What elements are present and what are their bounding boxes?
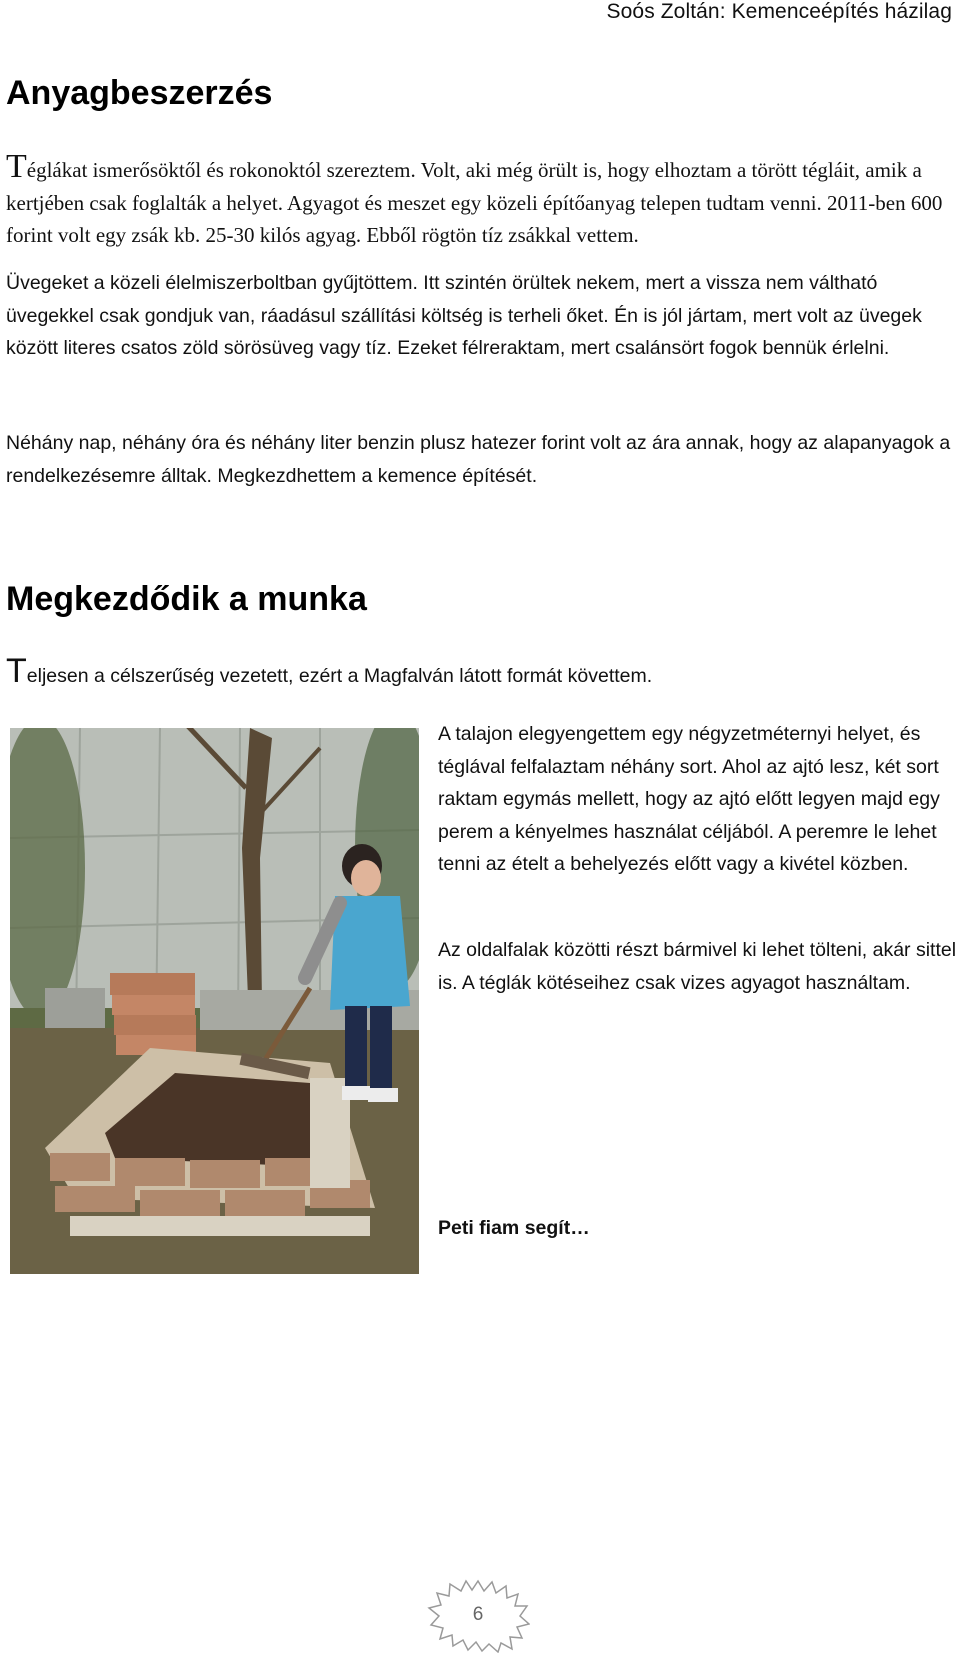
section-heading-munka: Megkezdődik a munka <box>6 580 367 618</box>
side-paragraph-fill: Az oldalfalak közötti részt bármivel ki lehet tölteni, akár sittel is. A téglák kötéseihez csak vizes agyagot használtam. <box>438 939 957 994</box>
paragraph-text: églákat ismerősöktől és rokonoktól szereztem. Volt, aki még örült is, hogy elhoztam a törött tégláit, amik a kertjében csak foglalták a helyet. Agyagot és meszet egy közeli építőanyag telepen tudtam venni. 2011-ben 600 forint volt egy zsák kb. 25-30 kilós agyag. Ebből rögtön tíz zsákkal vettem. <box>6 158 943 247</box>
page-number: 6 <box>472 1604 484 1625</box>
paragraph-bottles: Üvegeket a közeli élelmiszerboltban gyűjtöttem. Itt szintén örültek nekem, mert a vissza nem váltható üvegekkel csak gondjuk van, ráadásul szállítási költség is terheli őket. Én is jól jártam, mert volt az üvegek között literes csatos zöld sörösüveg vagy tíz. Ezeket félreraktam, mert csalánsört fogok bennük érlelni. <box>6 272 922 359</box>
side-paragraph-foundation: A talajon elegyengettem egy négyzetméternyi helyet, és téglával felfalaztam néhány sort. Ahol az ajtó lesz, két sort raktam egymás mellett, hogy az ajtó előtt legyen majd egy perem a kényelmes használat céljából. A peremre le lehet tenni az ételt a behelyezés előtt vagy a kivétel közben. <box>438 723 940 875</box>
photo-caption: Peti fiam segít… <box>438 1217 590 1239</box>
drop-cap: T <box>6 148 27 185</box>
page-number-badge <box>426 1579 530 1653</box>
paragraph-costs: Néhány nap, néhány óra és néhány liter benzin plusz hatezer forint volt az ára annak, hogy az alapanyagok a rendelkezésemre álltak. Megkezdhettem a kemence építését. <box>6 432 951 487</box>
section-heading-anyagbeszerzes: Anyagbeszerzés <box>6 74 273 112</box>
paragraph-bricks <box>6 150 956 252</box>
running-header: Soós Zoltán: Kemenceépítés házilag <box>606 0 952 23</box>
photo-illustration <box>10 728 419 1274</box>
photo-boy-raking-oven-base <box>10 728 419 1274</box>
drop-cap: T <box>6 652 27 690</box>
paragraph-form <box>6 654 956 693</box>
paragraph-text: eljesen a célszerűség vezetett, ezért a Magfalván látott formát követtem. <box>26 665 653 687</box>
